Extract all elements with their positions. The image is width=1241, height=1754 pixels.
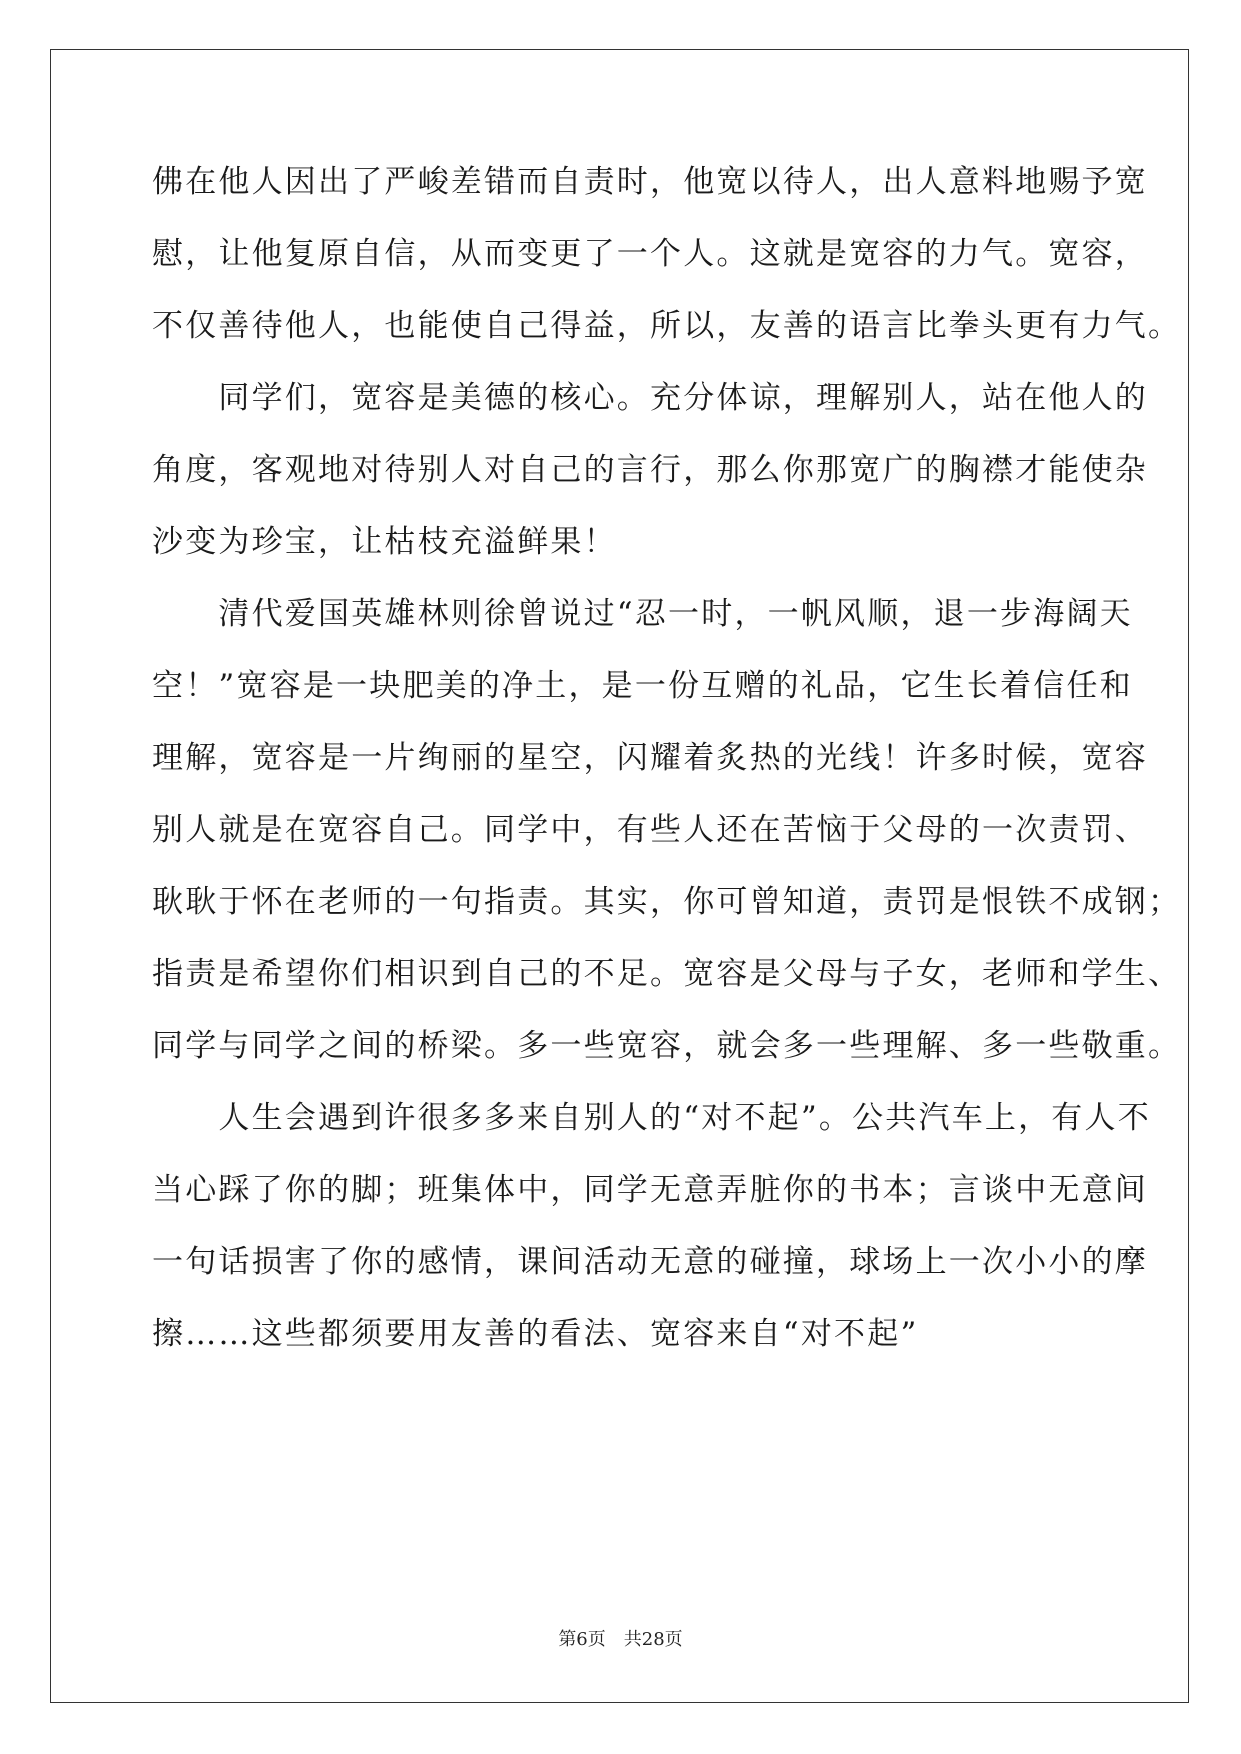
text-line: 人生会遇到许很多多来自别人的“对不起”。公共汽车上，有人不 xyxy=(152,1100,1151,1136)
page-border xyxy=(50,49,1189,1703)
text-line: 空！”宽容是一块肥美的净土，是一份互赠的礼品，它生长着信任和 xyxy=(152,668,1133,704)
text-line: 佛在他人因出了严峻差错而自责时，他宽以待人，出人意料地赐予宽 xyxy=(152,164,1148,200)
text-line: 指责是希望你们相识到自己的不足。宽容是父母与子女，老师和学生、 xyxy=(152,956,1182,992)
text-line: 耿耿于怀在老师的一句指责。其实，你可曾知道，责罚是恨铁不成钢； xyxy=(152,884,1182,920)
text-line: 别人就是在宽容自己。同学中，有些人还在苦恼于父母的一次责罚、 xyxy=(152,812,1148,848)
text-line: 慰，让他复原自信，从而变更了一个人。这就是宽容的力气。宽容， xyxy=(152,236,1148,272)
text-line: 清代爱国英雄林则徐曾说过“忍一时，一帆风顺，退一步海阔天 xyxy=(152,596,1133,632)
page-number-footer: 第6页 共28页 xyxy=(558,1629,683,1650)
text-line: 当心踩了你的脚；班集体中，同学无意弄脏你的书本；言谈中无意间 xyxy=(152,1172,1148,1208)
text-line: 一句话损害了你的感情，课间活动无意的碰撞，球场上一次小小的摩 xyxy=(152,1244,1148,1280)
text-line: 同学与同学之间的桥梁。多一些宽容，就会多一些理解、多一些敬重。 xyxy=(152,1028,1182,1064)
text-line: 沙变为珍宝，让枯枝充溢鲜果！ xyxy=(152,524,617,560)
text-line: 擦……这些都须要用友善的看法、宽容来自“对不起” xyxy=(152,1316,919,1352)
text-line: 同学们，宽容是美德的核心。充分体谅，理解别人，站在他人的 xyxy=(152,380,1148,416)
text-line: 不仅善待他人，也能使自己得益，所以，友善的语言比拳头更有力气。 xyxy=(152,308,1182,344)
text-line: 角度，客观地对待别人对自己的言行，那么你那宽广的胸襟才能使杂 xyxy=(152,452,1148,488)
text-line: 理解，宽容是一片绚丽的星空，闪耀着炙热的光线！许多时候，宽容 xyxy=(152,740,1148,776)
